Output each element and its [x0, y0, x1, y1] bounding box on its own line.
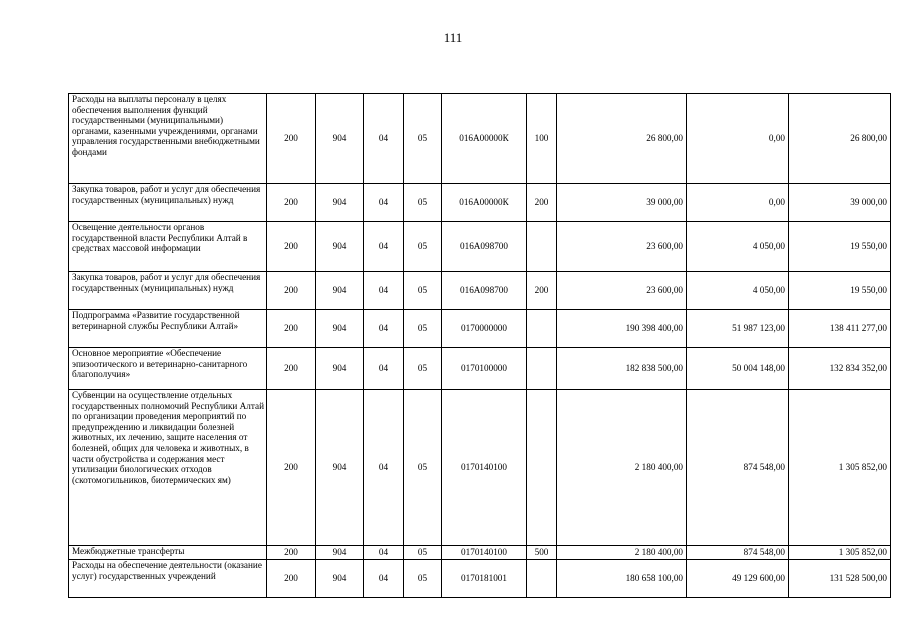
- table-row: [69, 390, 891, 546]
- cell-sum1: 39 000,00: [557, 184, 687, 222]
- cell-sum2: 0,00: [687, 184, 789, 222]
- cell-sum3: 1 305 852,00: [789, 546, 891, 560]
- cell-rz: 04: [364, 348, 404, 390]
- cell-pr: 05: [404, 390, 442, 546]
- cell-vr: 200: [527, 272, 557, 310]
- cell-sum2: 4 050,00: [687, 272, 789, 310]
- cell-sum3: 39 000,00: [789, 184, 891, 222]
- cell-vr: [527, 348, 557, 390]
- cell-grbs: 904: [316, 560, 364, 598]
- table-row: [69, 560, 891, 598]
- cell-pr: 05: [404, 272, 442, 310]
- row-name: Межбюджетные трансферты: [69, 546, 267, 560]
- cell-csr: 016А098700: [442, 222, 527, 272]
- cell-sum2: 874 548,00: [687, 390, 789, 546]
- cell-sum2: 4 050,00: [687, 222, 789, 272]
- table-row: [69, 184, 891, 222]
- cell-csr: 016А00000К: [442, 94, 527, 184]
- cell-vr: 200: [527, 184, 557, 222]
- table-row: [69, 272, 891, 310]
- cell-rz: 04: [364, 310, 404, 348]
- cell-vr: [527, 310, 557, 348]
- table-row: [69, 222, 891, 272]
- table-row: [69, 310, 891, 348]
- cell-grbs: 904: [316, 348, 364, 390]
- cell-grbs: 904: [316, 310, 364, 348]
- cell-sum1: 182 838 500,00: [557, 348, 687, 390]
- cell-rz: 04: [364, 546, 404, 560]
- cell-sum1: 23 600,00: [557, 272, 687, 310]
- cell-pr: 05: [404, 560, 442, 598]
- budget-table: [68, 93, 891, 598]
- cell-sum3: 1 305 852,00: [789, 390, 891, 546]
- cell-pr: 05: [404, 184, 442, 222]
- cell-sum1: 2 180 400,00: [557, 546, 687, 560]
- row-name: Основное мероприятие «Обеспечение эпизоотического и ветеринарно-санитарного благополучия»: [69, 348, 267, 390]
- cell-sum3: 132 834 352,00: [789, 348, 891, 390]
- cell-sum1: 23 600,00: [557, 222, 687, 272]
- cell-sum2: 51 987 123,00: [687, 310, 789, 348]
- cell-code: 200: [267, 184, 316, 222]
- cell-csr: 0170140100: [442, 546, 527, 560]
- cell-csr: 0170140100: [442, 390, 527, 546]
- row-name: Закупка товаров, работ и услуг для обеспечения государственных (муниципальных) нужд: [69, 184, 267, 222]
- cell-rz: 04: [364, 184, 404, 222]
- cell-grbs: 904: [316, 546, 364, 560]
- cell-csr: 0170000000: [442, 310, 527, 348]
- row-name: Освещение деятельности органов государственной власти Республики Алтай в средствах массовой информации: [69, 222, 267, 272]
- table-row: [69, 94, 891, 184]
- cell-csr: 016А00000К: [442, 184, 527, 222]
- cell-sum2: 50 004 148,00: [687, 348, 789, 390]
- cell-code: 200: [267, 222, 316, 272]
- cell-pr: 05: [404, 94, 442, 184]
- cell-sum1: 190 398 400,00: [557, 310, 687, 348]
- page-number: 111: [443, 30, 463, 45]
- cell-vr: 100: [527, 94, 557, 184]
- cell-sum3: 19 550,00: [789, 222, 891, 272]
- row-name: Закупка товаров, работ и услуг для обеспечения государственных (муниципальных) нужд: [69, 272, 267, 310]
- cell-code: 200: [267, 390, 316, 546]
- cell-grbs: 904: [316, 94, 364, 184]
- cell-code: 200: [267, 272, 316, 310]
- cell-rz: 04: [364, 390, 404, 546]
- cell-sum2: 874 548,00: [687, 546, 789, 560]
- cell-csr: 0170100000: [442, 348, 527, 390]
- cell-code: 200: [267, 546, 316, 560]
- cell-sum1: 26 800,00: [557, 94, 687, 184]
- cell-sum1: 2 180 400,00: [557, 390, 687, 546]
- cell-code: 200: [267, 310, 316, 348]
- cell-rz: 04: [364, 94, 404, 184]
- cell-vr: [527, 390, 557, 546]
- cell-sum2: 0,00: [687, 94, 789, 184]
- cell-rz: 04: [364, 560, 404, 598]
- cell-code: 200: [267, 560, 316, 598]
- cell-code: 200: [267, 348, 316, 390]
- cell-pr: 05: [404, 546, 442, 560]
- row-name: Субвенции на осуществление отдельных государственных полномочий Республики Алтай по организации проведения мероприятий по предупреждению и ликвидации болезней животных, их лечению, защите населения от болезней, общих для человека и животных, в части обустройства и содержания мест утилизации биологических отходов (скотомогильников, биотермических ям): [69, 390, 267, 546]
- cell-pr: 05: [404, 348, 442, 390]
- cell-grbs: 904: [316, 390, 364, 546]
- cell-vr: 500: [527, 546, 557, 560]
- cell-sum3: 26 800,00: [789, 94, 891, 184]
- cell-csr: 0170181001: [442, 560, 527, 598]
- cell-pr: 05: [404, 222, 442, 272]
- cell-pr: 05: [404, 310, 442, 348]
- table-row: [69, 546, 891, 560]
- cell-sum3: 131 528 500,00: [789, 560, 891, 598]
- cell-grbs: 904: [316, 184, 364, 222]
- cell-sum3: 138 411 277,00: [789, 310, 891, 348]
- cell-rz: 04: [364, 222, 404, 272]
- cell-vr: [527, 222, 557, 272]
- cell-vr: [527, 560, 557, 598]
- cell-rz: 04: [364, 272, 404, 310]
- cell-grbs: 904: [316, 222, 364, 272]
- cell-sum1: 180 658 100,00: [557, 560, 687, 598]
- row-name: Подпрограмма «Развитие государственной ветеринарной службы Республики Алтай»: [69, 310, 267, 348]
- cell-csr: 016А098700: [442, 272, 527, 310]
- table-row: [69, 348, 891, 390]
- row-name: Расходы на выплаты персоналу в целях обеспечения выполнения функций государственными (муниципальными) органами, казенными учреждениями, органами управления государственными внебюджетными фондами: [69, 94, 267, 184]
- cell-sum3: 19 550,00: [789, 272, 891, 310]
- cell-code: 200: [267, 94, 316, 184]
- cell-sum2: 49 129 600,00: [687, 560, 789, 598]
- cell-grbs: 904: [316, 272, 364, 310]
- row-name: Расходы на обеспечение деятельности (оказание услуг) государственных учреждений: [69, 560, 267, 598]
